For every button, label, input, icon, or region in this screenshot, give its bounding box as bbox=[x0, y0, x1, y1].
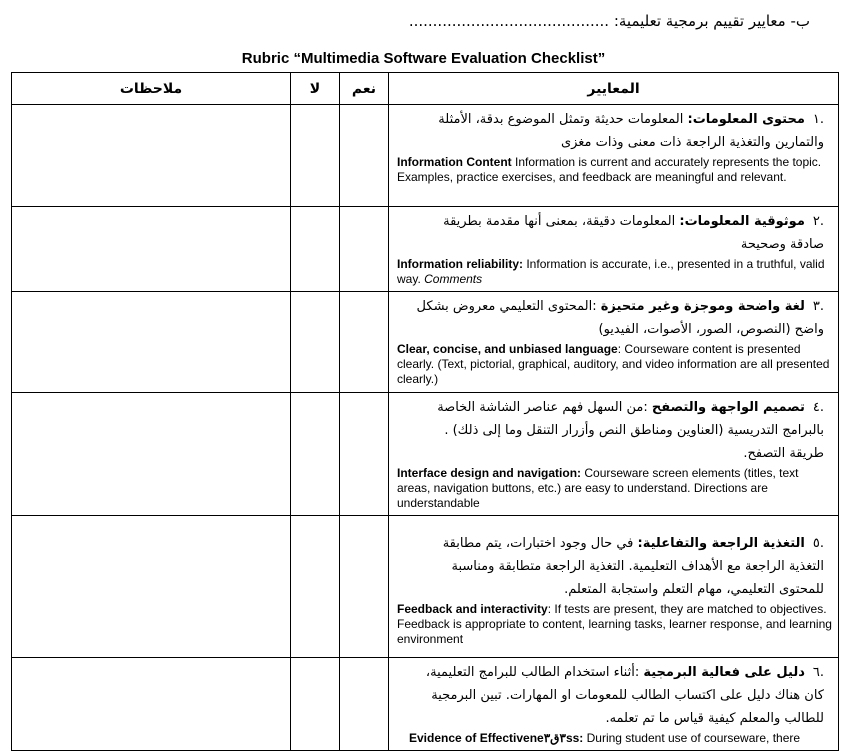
criterion-english bbox=[397, 342, 832, 387]
criterion-arabic-title: تصميم الواجهة والتصفح bbox=[651, 400, 805, 415]
criterion-arabic: .٥التغذية الراجعة والتفاعلية: في حال وجود اختبارات، يتم مطابقة التغذية الراجعة مع الأهداف التعليمية. التغذية الراجعة متطابقة ومناسبة للمحتوى التعليمي، مهام التعلم واستجابة المتعلم. bbox=[442, 536, 824, 597]
yes-cell[interactable] bbox=[340, 292, 389, 393]
header-no: لا bbox=[291, 73, 340, 105]
criterion-arabic: .٢موثوقية المعلومات: المعلومات دقيقة، بمعنى أنها مقدمة بطريقة صادقة وصحيحة bbox=[443, 214, 824, 252]
criterion-arabic-text: :المحتوى التعليمي معروض بشكل واضح (النصوص، الصور، الأصوات، الفيديو) bbox=[416, 299, 824, 337]
criterion-english-text: Information is accurate, i.e., presented in a truthful, valid way. bbox=[397, 257, 825, 286]
criterion-arabic-text: المعلومات حديثة وتمثل الموضوع بدقة، الأمثلة والتمارين والتغذية الراجعة ذات معنى وذات مغزى bbox=[438, 112, 824, 150]
criterion-english-text: : Courseware content is presented clearly. (Text, pictorial, graphical, auditory, and video information are all presented clearly.) bbox=[397, 342, 830, 386]
criterion-arabic-text: المعلومات دقيقة، بمعنى أنها مقدمة بطريقة صادقة وصحيحة bbox=[443, 214, 824, 252]
criterion-english-text: Information is current and accurately represents the topic. Examples, practice exercises, and feedback are meaningful and relevant. bbox=[397, 155, 822, 184]
criterion-comments-label: Comments bbox=[424, 272, 483, 286]
no-cell[interactable] bbox=[291, 516, 340, 658]
criterion-arabic-title: التغذية الراجعة والتفاعلية: bbox=[637, 536, 805, 551]
table-row bbox=[12, 516, 839, 658]
yes-cell[interactable] bbox=[340, 516, 389, 658]
criterion-cell bbox=[389, 105, 839, 207]
no-cell[interactable] bbox=[291, 393, 340, 516]
criterion-arabic-title: لغة واضحة وموجزة وغير متحيزة bbox=[600, 299, 805, 314]
table-row bbox=[12, 393, 839, 516]
criterion-cell bbox=[389, 516, 839, 658]
criterion-arabic: .١محتوى المعلومات: المعلومات حديثة وتمثل الموضوع بدقة، الأمثلة والتمارين والتغذية الراجعة ذات معنى وذات مغزى bbox=[438, 112, 824, 150]
notes-cell[interactable] bbox=[12, 105, 291, 207]
rubric-table bbox=[11, 72, 839, 751]
section-heading: ب- معايير تقييم برمجية تعليمية: .......................................... bbox=[408, 12, 810, 30]
yes-cell[interactable] bbox=[340, 658, 389, 751]
no-cell[interactable] bbox=[291, 105, 340, 207]
yes-cell[interactable] bbox=[340, 207, 389, 292]
criterion-cell bbox=[389, 292, 839, 393]
criterion-english bbox=[397, 602, 832, 647]
notes-cell[interactable] bbox=[12, 393, 291, 516]
table-row bbox=[12, 292, 839, 393]
criterion-english-title: Information reliability: bbox=[397, 257, 524, 271]
notes-cell[interactable] bbox=[12, 292, 291, 393]
table-header-row bbox=[12, 73, 839, 105]
table-row bbox=[12, 658, 839, 751]
document-title: Rubric “Multimedia Software Evaluation Checklist” bbox=[241, 50, 606, 67]
criterion-arabic-title: موثوقية المعلومات: bbox=[679, 214, 805, 229]
no-cell[interactable] bbox=[291, 658, 340, 751]
criterion-cell bbox=[389, 658, 839, 751]
criterion-arabic: .٣لغة واضحة وموجزة وغير متحيزة :المحتوى التعليمي معروض بشكل واضح (النصوص، الصور، الأصوات، الفيديو) bbox=[416, 299, 824, 337]
yes-cell[interactable] bbox=[340, 393, 389, 516]
criterion-english-title: Evidence of Effectivene٣ق٣ss: bbox=[409, 731, 584, 745]
header-yes: نعم bbox=[340, 73, 389, 105]
criterion-arabic-title: محتوى المعلومات: bbox=[687, 112, 805, 127]
criterion-english-title: Interface design and navigation: bbox=[397, 466, 582, 480]
criterion-arabic-text: :من السهل فهم عناصر الشاشة الخاصة بالبرامج التدريسية (العناوين ومناطق النص وأزرار التنقل وما إلى ذلك) . طريقة التصفح. bbox=[437, 400, 824, 461]
no-cell[interactable] bbox=[291, 292, 340, 393]
notes-cell[interactable] bbox=[12, 207, 291, 292]
table-row bbox=[12, 207, 839, 292]
table-row bbox=[12, 105, 839, 207]
criterion-english-text: : If tests are present, they are matched to objectives. Feedback is appropriate to content, learning tasks, learner response, and learning environment bbox=[397, 602, 832, 646]
criterion-arabic-text: في حال وجود اختبارات، يتم مطابقة التغذية الراجعة مع الأهداف التعليمية. التغذية الراجعة متطابقة ومناسبة للمحتوى التعليمي، مهام التعلم واستجابة المتعلم. bbox=[442, 536, 824, 597]
criterion-cell bbox=[389, 207, 839, 292]
criterion-english-text: Courseware screen elements (titles, text areas, navigation buttons, etc.) are easy to understand. Directions are understandable bbox=[397, 466, 799, 510]
criterion-cell bbox=[389, 393, 839, 516]
yes-cell[interactable] bbox=[340, 105, 389, 207]
header-notes: ملاحظات bbox=[12, 73, 291, 105]
criterion-arabic: .٤تصميم الواجهة والتصفح :من السهل فهم عناصر الشاشة الخاصة بالبرامج التدريسية (العناوين ومناطق النص وأزرار التنقل وما إلى ذلك) . طريقة التصفح. bbox=[437, 400, 824, 461]
criterion-english bbox=[397, 731, 832, 746]
no-cell[interactable] bbox=[291, 207, 340, 292]
criterion-arabic: .٦دليل على فعالية البرمجية :أثناء استخدام الطالب للبرامج التعليمية، كان هناك دليل على اكتساب الطالب للمعومات او المهارات. تبين البرمجية للطالب والمعلم كيفية قياس ما تم تعلمه. bbox=[425, 665, 824, 726]
notes-cell[interactable] bbox=[12, 658, 291, 751]
header-criteria: المعايير bbox=[389, 73, 839, 105]
criterion-arabic-text: :أثناء استخدام الطالب للبرامج التعليمية، كان هناك دليل على اكتساب الطالب للمعومات او المهارات. تبين البرمجية للطالب والمعلم كيفية قياس ما تم تعلمه. bbox=[425, 665, 824, 726]
criterion-arabic-title: دليل على فعالية البرمجية bbox=[643, 665, 805, 680]
criterion-english-text: During student use of courseware, there bbox=[583, 731, 801, 745]
criterion-english bbox=[397, 155, 832, 185]
criterion-english bbox=[397, 466, 832, 511]
criterion-english-title: Feedback and interactivity bbox=[397, 602, 548, 616]
notes-cell[interactable] bbox=[12, 516, 291, 658]
criterion-english bbox=[397, 257, 832, 287]
criterion-english-title: Information Content bbox=[397, 155, 512, 169]
criterion-english-title: Clear, concise, and unbiased language bbox=[397, 342, 618, 356]
